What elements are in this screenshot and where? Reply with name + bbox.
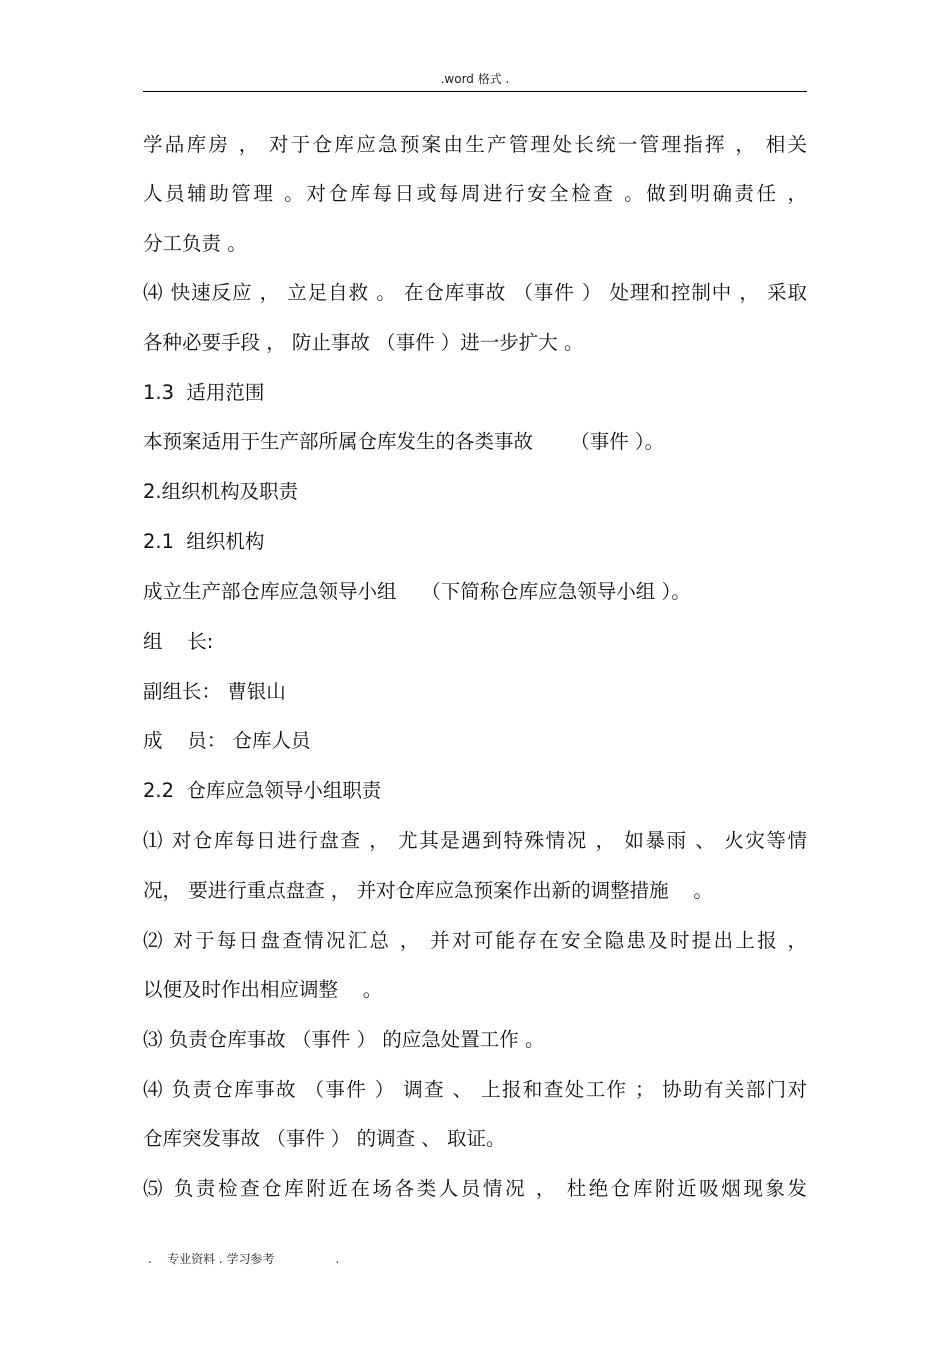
section-heading: 2.2 仓库应急领导小组职责 xyxy=(143,779,382,802)
page-footer: . 专业资料 . 学习参考 . xyxy=(148,1252,340,1266)
paragraph-line: 各种必要手段 ， 防止事故 （事件 ）进一步扩大 。 xyxy=(143,331,584,354)
paragraph-line: 以便及时作出相应调整 。 xyxy=(143,978,383,1001)
member-line: 组 长: xyxy=(143,630,214,653)
section-heading: 2.1 组织机构 xyxy=(143,530,265,553)
header-rule xyxy=(143,91,807,92)
paragraph-line: 人员辅助管理 。对仓库每日或每周进行安全检查 。做到明确责任 ， xyxy=(143,182,807,205)
paragraph-line: 分工负责 。 xyxy=(143,232,247,255)
section-heading: 1.3 适用范围 xyxy=(143,381,265,404)
paragraph-line: ⑷ 负责仓库事故 （事件 ） 调查 、 上报和查处工作 ； 协助有关部门对 xyxy=(143,1078,807,1101)
paragraph-line: 仓库突发事故 （事件 ） 的调查 、 取证。 xyxy=(143,1127,506,1150)
paragraph-line: ⑶ 负责仓库事故 （事件 ） 的应急处置工作 。 xyxy=(143,1028,545,1051)
paragraph-line: ⑴ 对仓库每日进行盘查 ， 尤其是遇到特殊情况 ， 如暴雨 、 火灾等情 xyxy=(143,829,807,852)
member-line: 成 员： 仓库人员 xyxy=(143,729,311,752)
paragraph-line: 成立生产部仓库应急领导小组 （下简称仓库应急领导小组 ）。 xyxy=(143,580,691,603)
paragraph-line: ⑷ 快速反应 ， 立足自救 。 在仓库事故 （事件 ） 处理和控制中 ， 采取 xyxy=(143,281,807,304)
section-heading: 2.组织机构及职责 xyxy=(143,480,299,503)
paragraph-line: 况， 要进行重点盘查 ， 并对仓库应急预案作出新的调整措施 。 xyxy=(143,879,713,902)
page-header: .word 格式 . xyxy=(440,72,510,86)
paragraph-line: 本预案适用于生产部所属仓库发生的各类事故 （事件 ）。 xyxy=(143,430,665,453)
member-line: 副组长： 曹银山 xyxy=(143,680,286,703)
paragraph-line: ⑵ 对于每日盘查情况汇总 ， 并对可能存在安全隐患及时提出上报 ， xyxy=(143,929,807,952)
paragraph-line: 学品库房 ， 对于仓库应急预案由生产管理处长统一管理指挥 ， 相关 xyxy=(143,133,807,156)
paragraph-line: ⑸ 负责检查仓库附近在场各类人员情况 ， 杜绝仓库附近吸烟现象发 xyxy=(143,1177,807,1200)
